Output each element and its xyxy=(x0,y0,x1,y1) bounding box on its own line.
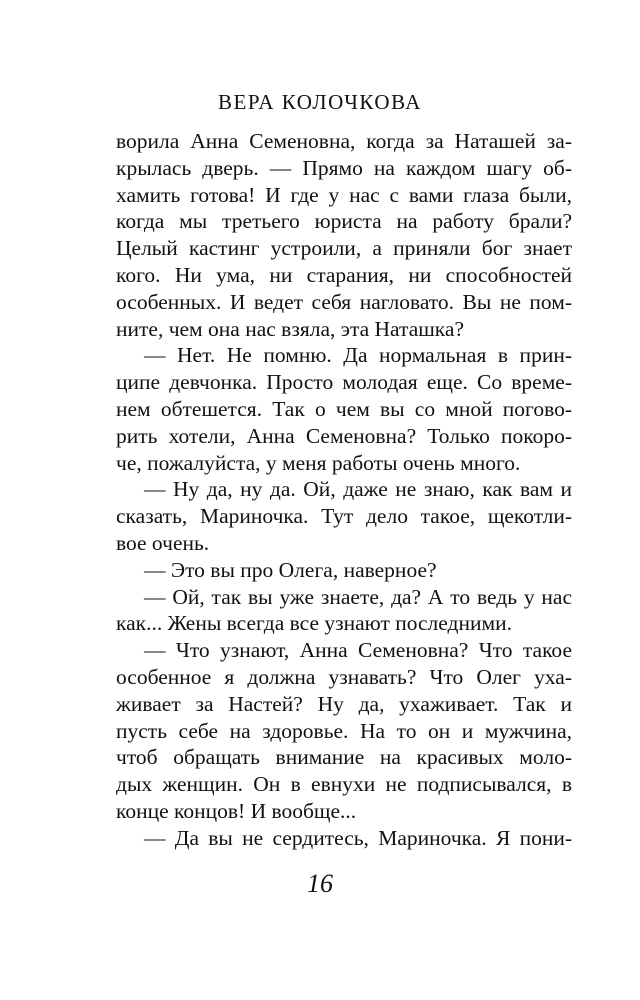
text-line: — Ой, так вы уже знаете, да? А то ведь у нас xyxy=(144,584,572,609)
text-line: — Это вы про Олега, наверное? xyxy=(144,557,437,582)
text-line: вое очень. xyxy=(116,530,210,555)
text-line: рить хотели, Анна Семеновна? Только покоро- xyxy=(116,423,572,448)
text-line: живает за Настей? Ну да, ухаживает. Так и xyxy=(116,691,572,716)
text-line: когда мы третьего юриста на работу брали? xyxy=(116,209,572,234)
running-head: ВЕРА КОЛОЧКОВА xyxy=(218,90,422,114)
body-text xyxy=(116,128,572,852)
text-line: как... Жены всегда все узнают последними. xyxy=(116,611,512,636)
text-line: — Нет. Не помню. Да нормальная в прин- xyxy=(144,343,572,368)
text-line: конце концов! И вообще... xyxy=(116,798,357,823)
text-line: крылась дверь. — Прямо на каждом шагу об- xyxy=(116,155,572,180)
text-line: ните, чем она нас взяла, эта Наташка? xyxy=(116,316,465,341)
text-line: особенное я должна узнавать? Что Олег уха- xyxy=(116,664,572,689)
text-line: че, пожалуйста, у меня работы очень много. xyxy=(116,450,521,475)
text-line: ворила Анна Семеновна, когда за Наташей за- xyxy=(116,129,572,153)
text-line: ципе девчонка. Просто молодая еще. Со време- xyxy=(116,370,572,395)
text-line: Целый кастинг устроили, а приняли бог знает xyxy=(116,236,572,261)
text-line: сказать, Мариночка. Тут дело такое, щекотли- xyxy=(116,504,572,529)
text-line: дых женщин. Он в евнухи не подписывался, в xyxy=(116,772,572,797)
text-line: — Да вы не сердитесь, Мариночка. Я пони- xyxy=(144,825,572,850)
text-line: — Что узнают, Анна Семеновна? Что такое xyxy=(144,638,572,663)
text-line: нем обтешется. Так о чем вы со мной погово- xyxy=(116,396,572,421)
text-line: кого. Ни ума, ни старания, ни способностей xyxy=(116,262,572,287)
text-line: особенных. И ведет себя нагловато. Вы не пом- xyxy=(116,289,572,314)
text-line: — Ну да, ну да. Ой, даже не знаю, как вам и xyxy=(144,477,572,502)
text-line: хамить готова! И где у нас с вами глаза были, xyxy=(116,182,572,207)
text-line: чтоб обращать внимание на красивых моло- xyxy=(116,745,572,770)
page-number: 16 xyxy=(307,869,333,898)
text-line: пусть себе на здоровье. На то он и мужчина, xyxy=(116,718,572,743)
